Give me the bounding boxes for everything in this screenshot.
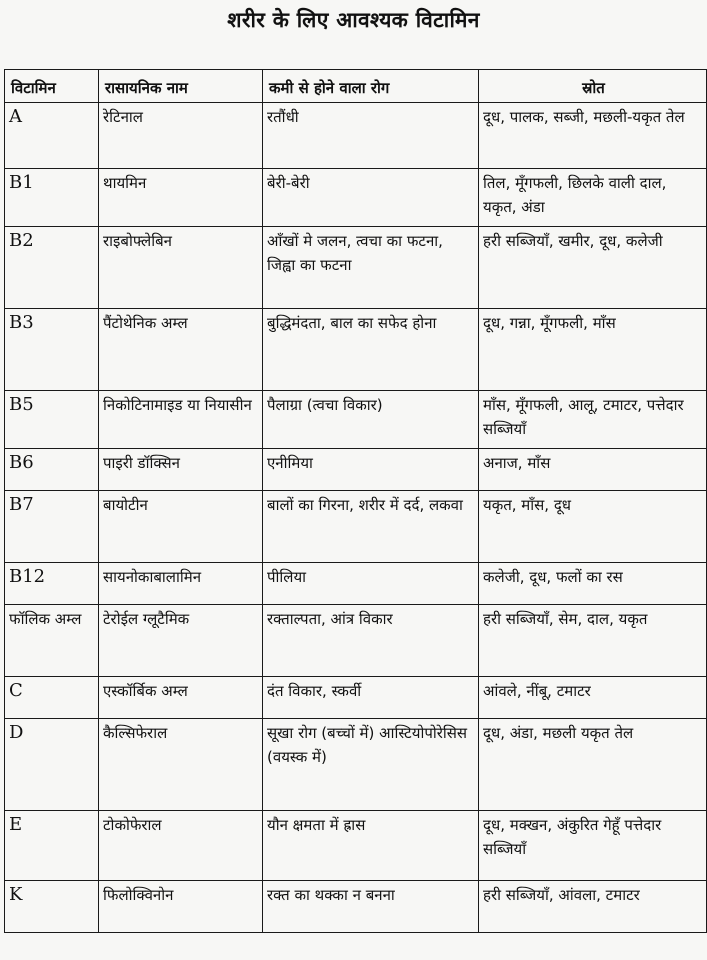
chemical-name-cell: टोकोफेराल bbox=[99, 811, 263, 881]
disease-cell: पीलिया bbox=[263, 563, 479, 605]
source-cell: दूध, अंडा, मछली यकृत तेल bbox=[479, 719, 707, 811]
vitamin-cell: D bbox=[5, 719, 99, 811]
disease-cell: पैलाग्रा (त्वचा विकार) bbox=[263, 391, 479, 449]
vitamin-cell: B6 bbox=[5, 449, 99, 491]
chemical-name-cell: सायनोकाबालामिन bbox=[99, 563, 263, 605]
chemical-name-cell: रेटिनाल bbox=[99, 103, 263, 169]
table-row bbox=[5, 811, 707, 881]
vitamin-cell: B3 bbox=[5, 309, 99, 391]
header-row bbox=[5, 70, 707, 103]
table-row bbox=[5, 677, 707, 719]
disease-cell: एनीमिया bbox=[263, 449, 479, 491]
source-cell: दूध, मक्खन, अंकुरित गेहूँ पत्तेदार सब्जियाँ bbox=[479, 811, 707, 881]
vitamin-cell: B7 bbox=[5, 491, 99, 563]
vitamin-cell: E bbox=[5, 811, 99, 881]
disease-cell: रक्त का थक्का न बनना bbox=[263, 881, 479, 933]
source-cell: यकृत, माँस, दूध bbox=[479, 491, 707, 563]
header-deficiency-disease: कमी से होने वाला रोग bbox=[263, 70, 479, 103]
vitamin-cell: B5 bbox=[5, 391, 99, 449]
table-row bbox=[5, 103, 707, 169]
source-cell: आंवले, नींबू, टमाटर bbox=[479, 677, 707, 719]
table-row bbox=[5, 491, 707, 563]
source-cell: दूध, गन्ना, मूँगफली, माँस bbox=[479, 309, 707, 391]
vitamin-table bbox=[4, 69, 707, 933]
disease-cell: रतौंधी bbox=[263, 103, 479, 169]
chemical-name-cell: थायमिन bbox=[99, 169, 263, 227]
chemical-name-cell: निकोटिनामाइड या नियासीन bbox=[99, 391, 263, 449]
disease-cell: दंत विकार, स्कर्वी bbox=[263, 677, 479, 719]
vitamin-cell: A bbox=[5, 103, 99, 169]
source-cell: कलेजी, दूध, फलों का रस bbox=[479, 563, 707, 605]
source-cell: हरी सब्जियाँ, आंवला, टमाटर bbox=[479, 881, 707, 933]
chemical-name-cell: बायोटीन bbox=[99, 491, 263, 563]
chemical-name-cell: टेरोईल ग्लूटैमिक bbox=[99, 605, 263, 677]
source-cell: अनाज, माँस bbox=[479, 449, 707, 491]
table-body bbox=[5, 103, 707, 933]
header-chemical-name: रासायनिक नाम bbox=[99, 70, 263, 103]
chemical-name-cell: फिलोक्विनोन bbox=[99, 881, 263, 933]
disease-cell: रक्ताल्पता, आंत्र विकार bbox=[263, 605, 479, 677]
source-cell: माँस, मूँगफली, आलू, टमाटर, पत्तेदार सब्जियाँ bbox=[479, 391, 707, 449]
disease-cell: बालों का गिरना, शरीर में दर्द, लकवा bbox=[263, 491, 479, 563]
chemical-name-cell: कैल्सिफेराल bbox=[99, 719, 263, 811]
source-cell: हरी सब्जियाँ, खमीर, दूध, कलेजी bbox=[479, 227, 707, 309]
table-row bbox=[5, 719, 707, 811]
vitamin-cell: फॉलिक अम्ल bbox=[5, 605, 99, 677]
source-cell: हरी सब्जियाँ, सेम, दाल, यकृत bbox=[479, 605, 707, 677]
disease-cell: बेरी-बेरी bbox=[263, 169, 479, 227]
table-row bbox=[5, 309, 707, 391]
disease-cell: यौन क्षमता में ह्रास bbox=[263, 811, 479, 881]
header-source: स्रोत bbox=[479, 70, 707, 103]
disease-cell: आँखों मे जलन, त्वचा का फटना, जिह्वा का फटना bbox=[263, 227, 479, 309]
header-vitamin: विटामिन bbox=[5, 70, 99, 103]
source-cell: तिल, मूँगफली, छिलके वाली दाल, यकृत, अंडा bbox=[479, 169, 707, 227]
vitamin-cell: C bbox=[5, 677, 99, 719]
table-row bbox=[5, 391, 707, 449]
table-row bbox=[5, 227, 707, 309]
table-row bbox=[5, 605, 707, 677]
vitamin-cell: K bbox=[5, 881, 99, 933]
vitamin-cell: B1 bbox=[5, 169, 99, 227]
vitamin-cell: B12 bbox=[5, 563, 99, 605]
chemical-name-cell: पाइरी डॉक्सिन bbox=[99, 449, 263, 491]
source-cell: दूध, पालक, सब्जी, मछली-यकृत तेल bbox=[479, 103, 707, 169]
page-title: शरीर के लिए आवश्यक विटामिन bbox=[227, 8, 480, 32]
disease-cell: बुद्धिमंदता, बाल का सफेद होना bbox=[263, 309, 479, 391]
chemical-name-cell: एस्कॉर्बिक अम्ल bbox=[99, 677, 263, 719]
vitamin-cell: B2 bbox=[5, 227, 99, 309]
table-row bbox=[5, 881, 707, 933]
table-row bbox=[5, 563, 707, 605]
table-row bbox=[5, 169, 707, 227]
table-row bbox=[5, 449, 707, 491]
chemical-name-cell: राइबोफ्लेबिन bbox=[99, 227, 263, 309]
disease-cell: सूखा रोग (बच्चों में) आस्टियोपोरेसिस (वयस्क में) bbox=[263, 719, 479, 811]
chemical-name-cell: पैंटोथेनिक अम्ल bbox=[99, 309, 263, 391]
